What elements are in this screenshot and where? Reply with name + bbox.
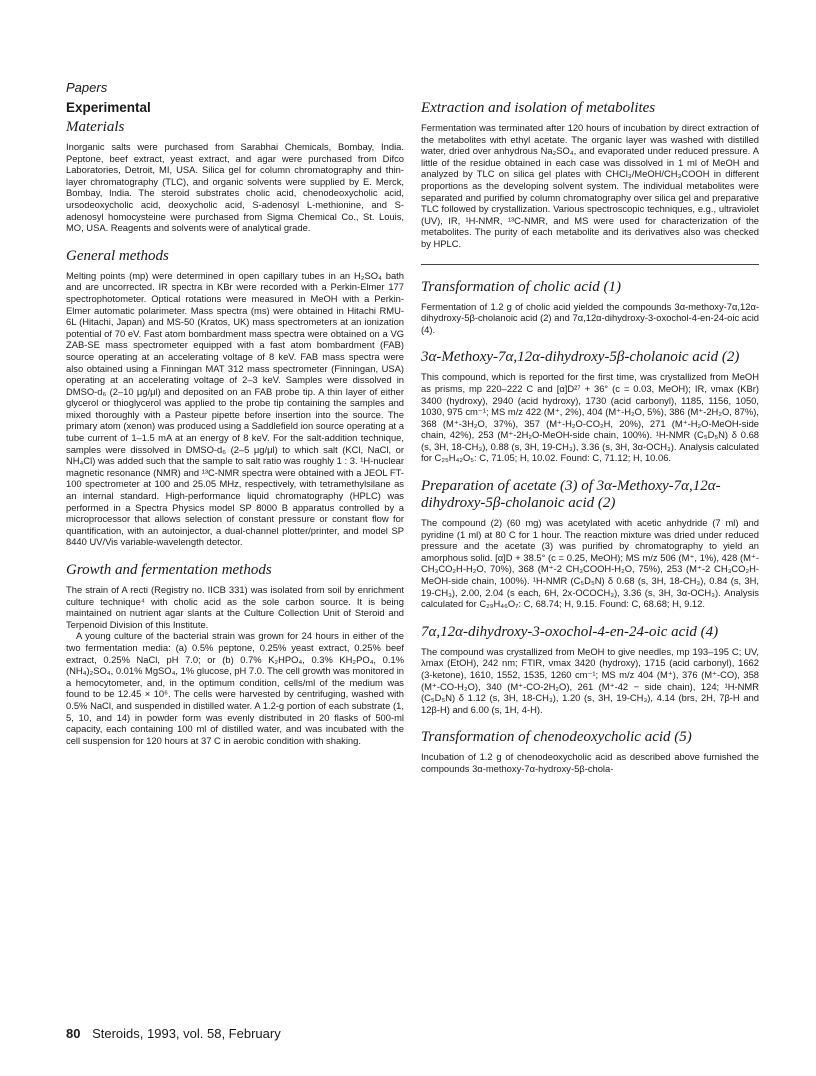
section-compound-2	[421, 349, 759, 464]
section-title-experimental: Experimental	[66, 100, 151, 115]
heading-materials: Materials	[66, 119, 125, 135]
page-footer	[66, 1026, 281, 1041]
journal-citation: Steroids, 1993, vol. 58, February	[92, 1026, 281, 1041]
paragraph: The strain of A recti (Registry no. IICB 331) was isolated from soil by enrichment culture technique⁴ with cholic acid as the sole carbon source. It is being maintained on nutrient agar slants at the Culture Collection Unit of Steroid and Terpenoid Division of this Institute.	[66, 584, 404, 630]
heading-transformation-cdca: Transformation of chenodeoxycholic acid (5)	[421, 729, 692, 746]
paragraph: Fermentation was terminated after 120 hours of incubation by direct extraction of the metabolites with ethyl acetate. The organic layer was washed with distilled water, dried over anhydrous Na₂SO₄, and evaporated under reduced pressure. A little of the residue obtained in each case was dissolved in 1 ml of MeOH and analyzed by TLC on silica gel plates with CHCl₃/MeOH/CH₃COOH in different proportions as the developing solvent system. The individual metabolites were separated and purified by column chromatography over silica gel and preparative TLC followed by crystallization. Various spectroscopic techniques, e.g., ultraviolet (UV), IR, ¹H-NMR, ¹³C-NMR, and MS were used for characterization of the metabolites. The purity of each metabolite and its derivatives also was checked by HPLC.	[421, 122, 759, 249]
left-column	[66, 100, 404, 760]
heading-extraction: Extraction and isolation of metabolites	[421, 100, 656, 116]
paragraph: Melting points (mp) were determined in open capillary tubes in an H₂SO₄ bath and are uncorrected. IR spectra in KBr were recorded with a Perkin-Elmer 177 spectrophotometer. Optical rotations were measured in MeOH with a Perkin-Elmer automatic polarimeter. Mass spectra (ms) were obtained in Hitachi RMU-6L (Hitachi, Japan) and MS-50 (Kratos, UK) mass spectrometers at an ionization potential of 70 eV. Fast atom bombardment mass spectra were obtained on a VG ZAB-SE mass spectrometer equipped with a fast atom bombardment (FAB) source operating at an accelerating voltage of 8 keV. FAB mass spectra were also obtained using a Finningan MAT 312 mass spectrometer (Finningan, USA) operating at an accelerating voltage of 2–3 keV. Samples were dissolved in DMSO-d₆ (2–10 μg/μl) and deposited on an FAB probe tip. A thin layer of either glycerol or thioglycerol was applied to the probe tip containing the samples and mixed thoroughly with a Pasteur pipette before insertion into the source. The primary atom (xenon) was produced using a Saddlefield ion source operating at a tube current of 1–1.5 mA at an energy of 8 keV. For the salt-addition technique, samples were dissolved in DMSO-d₆ (2–5 μg/μl) to which salt (KCl, NaCl, or NH₄Cl) was added such that the sample to salt ratio was roughly 1 : 3. ¹H-nuclear magnetic resonance (NMR) and ¹³C-NMR spectra were obtained with a JEOL FT-100 spectrometer at 100 and 25.05 MHz, respectively, with tetramethylsilane as an internal standard. High-performance liquid chromatography (HPLC) was performed in a Spectra Physics model SP 8000 B apparatus controlled by a microprocessor that allows selection of constant pressure or constant flow for quantification, with an autoinjector, a dual-channel plotter/printer, and model SP 8440 UV/Vis variable-wavelength detector.	[66, 269, 404, 548]
paragraph: Inorganic salts were purchased from Sarabhai Chemicals, Bombay, India. Peptone, beef extract, yeast extract, and agar were purchased from Difco Laboratories, Detroit, MI, USA. Silica gel for column chromatography and thin-layer chromatography (TLC), and organic solvents were supplied by E. Merck, Bombay, India. The steroid substrates cholic acid, chenodeoxycholic acid, ursodeoxycholic acid, deoxycholic acid, S-adenosyl L-methionine, and S-adenosyl homocysteine were purchased from Sigma Chemical Co., St. Louis, MO, USA. Reagents and solvents were of analytical grade.	[66, 141, 404, 234]
section-divider	[421, 264, 759, 265]
paragraph: The compound was crystallized from MeOH to give needles, mp 193–195 C; UV, λmax (EtOH), 242 nm; FTIR, νmax 3420 (hydroxy), 1715 (acid carbonyl), 1662 (3-ketone), 1610, 1552, 1535, 1260 cm⁻¹; MS m/z 404 (M⁺), 376 (M⁺-CO), 358 (M⁺-CO-H₂O), 340 (M⁺-CO-2H₂O), 261 (M⁺-42 − side chain), 124; ¹H-NMR (C₅D₅N) δ 1.12 (s, 3H, 18-CH₃), 1.20 (s, 3H, 19-CH₃), 4.14 (brs, 2H, 7β-H and 12β-H) and 6.00 (s, 1H, 4-H).	[421, 645, 759, 715]
paragraph: Fermentation of 1.2 g of cholic acid yielded the compounds 3α-methoxy-7α,12α-dihydroxy-5β-cholanoic acid (2) and 7α,12α-dihydroxy-3-oxochol-4-en-24-oic acid (4).	[421, 300, 759, 335]
running-header: Papers	[66, 80, 108, 95]
page-number: 80	[66, 1026, 81, 1041]
paragraph: A young culture of the bacterial strain was grown for 24 hours in either of the two fermentation media: (a) 0.5% peptone, 0.25% yeast extract, 0.25% beef extract, 0.25% NaCl, pH 7.0; or (b) 0.7% K₂HPO₄, 0.3% KH₂PO₄, 0.1% (NH₄)₂SO₄, 0.01% MgSO₄, 1% glucose, pH 7.0. The cell growth was monitored in a hemocytometer, and, in the optimum condition, cells/ml of the medium was found to be 12.45 × 10⁶. The cells were harvested by centrifuging, washed with 0.5% NaCl, and suspended in distilled water. A 1.2-g portion of each substrate (1, 5, 10, and 14) in powder form was evenly distributed in 20 flasks of 500-ml capacity, each containing 100 ml of distilled water, and was incubated with the cell suspension for 120 hours at 37 C in aerobic condition with shaking.	[66, 630, 405, 746]
section-general-methods	[66, 248, 404, 548]
section-transformation-cholic	[421, 279, 759, 336]
paragraph: This compound, which is reported for the first time, was crystallized from MeOH as prisms, mp 220–222 C and [α]D²⁷ + 36° (c = 0.03, MeOH); IR, νmax (KBr) 3400 (hydroxy), 2940 (acid hydroxy), 1730 (acid carbonyl), 1185, 1156, 1050, 1030, 975 cm⁻¹; MS m/z 422 (M⁺, 2%), 404 (M⁺-H₂O, 5%), 386 (M⁺-2H₂O, 87%), 368 (M⁺-3H₂O, 37%), 357 (M⁺-H₂O-CO₂H, 20%), 271 (M⁺-H₂O-MeOH-side chain, 42%), 253 (M⁺-2H₂O-MeOH-side chain, 100%). ¹H-NMR (C₅D₅N) δ 0.68 (s, 3H, 18-CH₃), 0.88 (s, 3H, 19-CH₃), 3.36 (s, 3H, 3α-OCH₃). Analysis calculated for C₂₅H₄₂O₅: C, 71.05; H, 10.02. Found: C, 71.12; H, 10.06.	[421, 371, 759, 464]
heading-compound-4: 7α,12α-dihydroxy-3-oxochol-4-en-24-oic acid (4)	[421, 623, 719, 640]
section-extraction	[421, 100, 759, 250]
right-column	[421, 100, 759, 789]
section-acetate-3	[421, 478, 759, 610]
paragraph: The compound (2) (60 mg) was acetylated with acetic anhydride (7 ml) and pyridine (1 ml) at 80 C for 1 hour. The reaction mixture was dried under reduced pressure and the acetate (3) was purified by chromatography to yield an amorphous solid. [α]D + 38.5° (c = 0.25, MeOH); MS m/z 506 (M⁺, 1%), 428 (M⁺-CH₃CO₂H-H₂O, 70%), 368 (M⁺-2 CH₃COOH-H₂O, 75%), 253 (M⁺-2 CH₃CO₂H-MeOH-side chain, 100%). ¹H-NMR (C₅D₅N) δ 0.68 (s, 3H, 18-CH₃), 0.84 (s, 3H, 19-CH₃), 2.00, 2.04 (s each, 6H, 2x-OCOCH₃), 3.36 (s, 3H, 3α-OCH₃). Analysis calculated for C₂₉H₄₆O₇: C, 68.74; H, 9.15. Found: C, 68.68; H, 9.12.	[421, 517, 759, 610]
heading-compound-2: 3α-Methoxy-7α,12α-dihydroxy-5β-cholanoic acid (2)	[421, 349, 740, 366]
section-compound-4	[421, 624, 759, 716]
paragraph: Incubation of 1.2 g of chenodeoxycholic acid as described above furnished the compounds 3α-methoxy-7α-hydroxy-5β-chola-	[421, 751, 759, 774]
heading-general-methods: General methods	[66, 247, 169, 264]
section-growth-fermentation	[66, 562, 404, 746]
heading-transformation-cholic: Transformation of cholic acid (1)	[421, 278, 621, 295]
heading-growth-fermentation: Growth and fermentation methods	[66, 562, 272, 578]
section-materials	[66, 119, 404, 234]
section-transformation-cdca	[421, 729, 759, 774]
heading-acetate-3: Preparation of acetate (3) of 3α-Methoxy-7α,12α-dihydroxy-5β-cholanoic acid (2)	[421, 478, 721, 512]
